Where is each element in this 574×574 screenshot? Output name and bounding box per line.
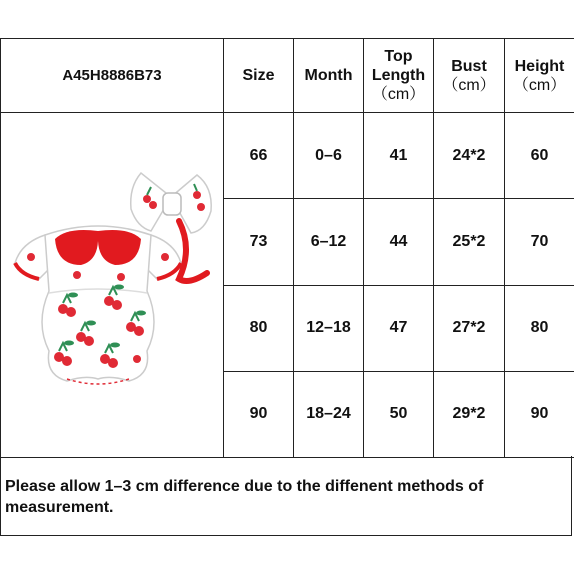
row-month: 12–18 [294,285,364,371]
row-size: 66 [224,113,294,199]
row-month: 0–6 [294,113,364,199]
header-height-unit: （cm） [512,76,567,94]
header-bust [434,39,505,113]
row-bust: 29*2 [434,371,505,457]
header-top-length-unit: （cm） [371,86,426,103]
row-height: 80 [505,285,574,371]
header-bust-unit: （cm） [442,76,496,94]
row-bust: 24*2 [434,113,505,199]
row-bust: 25*2 [434,199,505,285]
header-height [505,39,574,113]
row-size: 80 [224,285,294,371]
header-height-line1: Height [514,57,565,75]
cherry-romper-illustration [1,113,224,457]
row-size: 90 [224,371,294,457]
header-top-length-line2: Length [371,67,426,84]
row-height: 60 [505,113,574,199]
row-top-length: 47 [364,285,434,371]
row-top-length: 50 [364,371,434,457]
header-top-length [364,39,434,113]
header-row [1,39,574,113]
row-month: 18–24 [294,371,364,457]
row-month: 6–12 [294,199,364,285]
header-size: Size [224,39,294,113]
row-top-length: 41 [364,113,434,199]
row-height: 90 [505,371,574,457]
size-chart-table [0,38,574,458]
table-row [1,113,574,199]
row-size: 73 [224,199,294,285]
measurement-note: Please allow 1–3 cm difference due to the diffenent methods of measurement. [0,456,572,536]
sku-code: A45H8886B73 [1,39,224,113]
header-top-length-line1: Top [384,48,413,65]
product-image [1,113,224,457]
product-image-cell [1,113,224,458]
row-bust: 27*2 [434,285,505,371]
row-top-length: 44 [364,199,434,285]
header-month: Month [294,39,364,113]
row-height: 70 [505,199,574,285]
header-bust-line1: Bust [451,57,487,75]
